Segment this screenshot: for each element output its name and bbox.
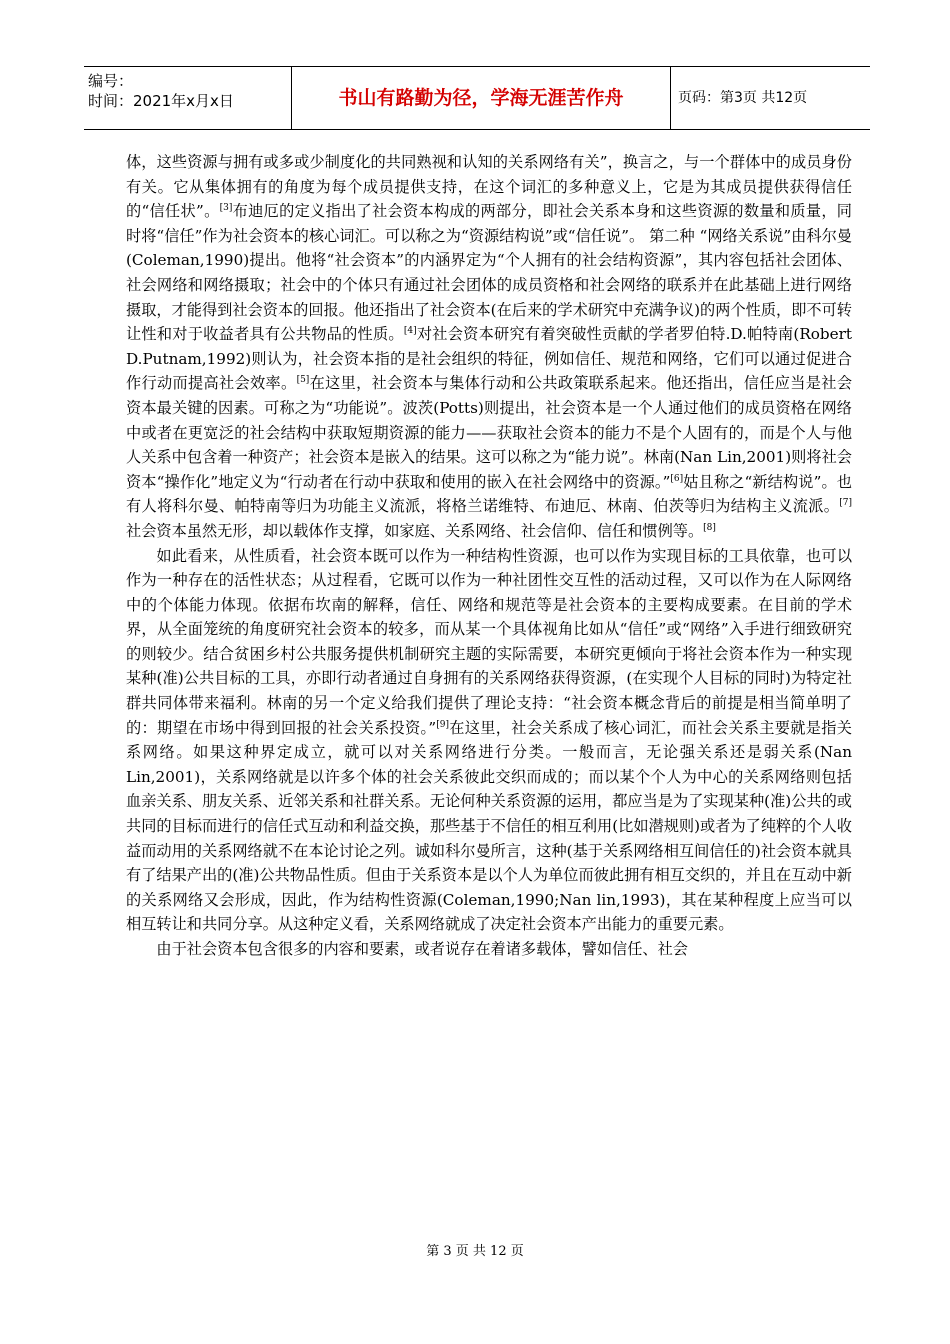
text-run: 在这里，社会关系成了核心词汇，而社会关系主要就是指关系网络。如果这种界定成立，就可以对关系网络进行分类。一般而言，无论强关系还是弱关系(Nan Lin,2001)，关系网络就是以许多个体的社会关系彼此交织而成的；而以某个个人为中心的关系网络则包括血亲关系、朋友关系、近邻关系和社群关系。无论何种关系资源的运用，都应当是为了实现某种(准)公共的或共同的目标而进行的信任式互动和利益交换，那些基于不信任的相互利用(比如潜规则)或者为了纯粹的个人收益而动用的关系网络就不在本论讨论之列。诚如科尔曼所言，这种(基于关系网络相互间信任的)社会资本就具有了结果产出的(准)公共物品性质。但由于关系资本是以个人为单位而彼此拥有相互交织的，并且在互动中新的关系网络又会形成，因此，作为结构性资源(Coleman,1990;Nan lin,1993)，其在某种程度上应当可以相互转让和共同分享。从这种定义看，关系网络就成了决定社会资本产出能力的重要元素。	[126, 718, 852, 934]
text-run: 社会资本虽然无形，却以载体作支撑，如家庭、关系网络、社会信仰、信任和惯例等。	[126, 521, 704, 540]
page-footer: 第 3 页 共 12 页	[426, 1244, 524, 1259]
citation-ref: [6]	[670, 473, 684, 484]
paragraph-3	[126, 937, 852, 962]
header-meta-cell	[84, 67, 292, 129]
citation-ref: [4]	[403, 326, 417, 337]
page-header	[84, 66, 870, 130]
citation-ref: [5]	[296, 375, 310, 386]
citation-ref: [8]	[703, 522, 716, 533]
text-run: 在这里，社会资本与集体行动和公共政策联系起来。他还指出，信任应当是社会资本最关键的因素。可称之为“功能说”。波茨(Potts)则提出，社会资本是一个人通过他们的成员资格在网络中或者在更宽泛的社会结构中获取短期资源的能力——获取社会资本的能力不是个人固有的，而是个人与他人关系中包含着一种资产；社会资本是嵌入的结果。这可以称之为“能力说”。林南(Nan Lin,2001)则将社会资本“操作化”地定义为“行动者在行动中获取和使用的嵌入在社会网络中的资源。”	[126, 374, 853, 491]
header-motto: 书山有路勤为径，学海无涯苦作舟	[292, 67, 671, 129]
text-run: 如此看来，从性质看，社会资本既可以作为一种结构性资源，也可以作为实现目标的工具依靠，也可以作为一种存在的活性状态；从过程看，它既可以作为一种社团性交互性的活动过程，又可以作为在人际网络中的个体能力体现。依据布坎南的解释，信任、网络和规范等是社会资本的主要构成要素。在目前的学术界，从全面笼统的角度研究社会资本的较多，而从某一个具体视角比如从“信任”或“网络”入手进行细致研究的则较少。结合贫困乡村公共服务提供机制研究主题的实际需要，本研究更倾向于将社会资本作为一种实现某种(准)公共目标的工具，亦即行动者通过自身拥有的关系网络获得资源，(在实现个人目标的同时)为特定社群共同体带来福利。林南的另一个定义给我们提供了理论支持：“社会资本概念背后的前提是相当简单明了的：期望在市场中得到回报的社会关系投资。”	[126, 546, 852, 737]
text-run: 布迪厄的定义指出了社会资本构成的两部分，即社会关系本身和这些资源的数量和质量，同时将“信任”作为社会资本的核心词汇。可以称之为“资源结构说”或“信任说”。 第二种 “网络关系说”由科尔曼(Coleman,1990)提出。他将“社会资本”的内涵界定为“个人拥有的社会结构资源”，其内容包括社会团体、社会网络和网络摄取；社会中的个体只有通过社会团体的成员资格和社会网络的联系并在此基础上进行网络摄取，才能得到社会资本的回报。他还指出了社会资本(在后来的学术研究中充满争议)的两个性质，即不可转让性和对于收益者具有公共物品的性质。	[126, 202, 852, 344]
citation-ref: [9]	[436, 719, 449, 730]
paragraph-1	[126, 150, 852, 544]
text-run: 由于社会资本包含很多的内容和要素，或者说存在着诸多载体，譬如信任、社会	[156, 940, 688, 958]
header-page-info: 页码：第3页 共12页	[678, 90, 808, 106]
document-time-label: 时间：2021年x月x日	[88, 92, 234, 110]
document-number-label: 编号：	[88, 72, 134, 90]
citation-ref: [7]	[839, 498, 852, 509]
citation-ref: [3]	[219, 203, 233, 214]
paragraph-2	[126, 544, 852, 938]
text-run: 对社会资本研究有着突破性贡献的学者罗伯特.D.帕特南(Robert D.Putnam,1992)则认为，社会资本指的是社会组织的特征，例如信任、规范和网络，它们可以通过促进合作行动而提高社会效率。	[126, 325, 853, 393]
document-body	[126, 150, 852, 962]
text-run: 体，这些资源与拥有或多或少制度化的共同熟视和认知的关系网络有关”，换言之，与一个群体中的成员身份有关。它从集体拥有的角度为每个成员提供支持，在这个词汇的多种意义上，它是为其成员提供获得信任的“信任状”。	[126, 153, 852, 221]
text-run: 姑且称之“新结构说”。也有人将科尔曼、帕特南等归为功能主义流派，将格兰诺维特、布迪厄、林南、伯茨等归为结构主义流派。	[126, 472, 852, 516]
